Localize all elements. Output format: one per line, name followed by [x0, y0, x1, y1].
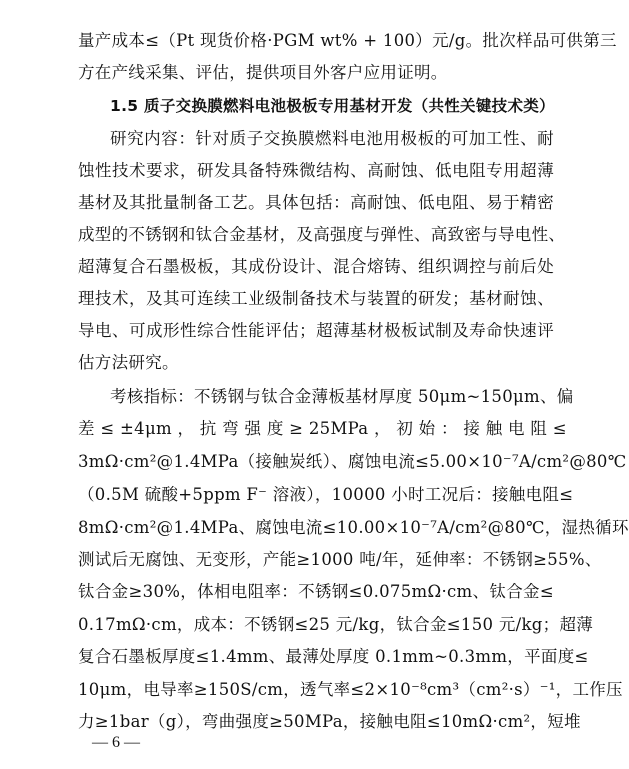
text-line: 超薄复合石墨极板，其成份设计、混合熔铸、组织调控与前后处: [78, 257, 554, 276]
text-line: （0.5M 硫酸+5ppm F⁻ 溶液），10000 小时工况后：接触电阻≤: [78, 485, 574, 504]
text-line: 8mΩ·cm²@1.4MPa、腐蚀电流≤10.00×10⁻⁷A/cm²@80℃，湿热循环: [78, 518, 629, 537]
text-line: 3mΩ·cm²@1.4MPa（接触炭纸）、腐蚀电流≤5.00×10⁻⁷A/cm²@80℃: [78, 452, 627, 471]
text-line: 复合石墨板厚度≤1.4mm、最薄处厚度 0.1mm~0.3mm，平面度≤: [78, 647, 589, 666]
text-line: 10μm，电导率≥150S/cm，透气率≤2×10⁻⁸cm³（cm²·s）⁻¹，工作压: [78, 680, 623, 699]
text-line: 力≥1bar（g），弯曲强度≥50MPa，接触电阻≤10mΩ·cm²，短堆: [78, 712, 581, 731]
section-heading: 1.5 质子交换膜燃料电池极板专用基材开发（共性关键技术类）: [110, 97, 555, 115]
text-line: 研究内容：针对质子交换膜燃料电池用极板的可加工性、耐: [110, 129, 554, 148]
text-line: 蚀性技术要求，研发具备特殊微结构、高耐蚀、低电阻专用超薄: [78, 161, 554, 180]
text-line: 量产成本≤（Pt 现货价格·PGM wt% + 100）元/g。批次样品可供第三: [78, 31, 617, 50]
text-line: 成型的不锈钢和钛合金基材，及高强度与弹性、高致密与导电性、: [78, 225, 566, 244]
page-number: — 6 —: [92, 734, 140, 751]
text-line: 钛合金≥30%，体相电阻率：不锈钢≤0.075mΩ·cm、钛合金≤: [78, 582, 554, 601]
text-line: 理技术，及其可连续工业级制备技术与装置的研发；基材耐蚀、: [78, 289, 554, 308]
text-line: 测试后无腐蚀、无变形，产能≥1000 吨/年，延伸率：不锈钢≥55%、: [78, 550, 602, 569]
text-line: 0.17mΩ·cm，成本：不锈钢≤25 元/kg，钛合金≤150 元/kg；超薄: [78, 615, 594, 634]
text-line: 考核指标：不锈钢与钛合金薄板基材厚度 50μm~150μm、偏: [110, 387, 574, 406]
text-line: 导电、可成形性综合性能评估；超薄基材极板试制及寿命快速评: [78, 321, 554, 340]
text-line: 估方法研究。: [78, 353, 179, 372]
text-line: 基材及其批量制备工艺。具体包括：高耐蚀、低电阻、易于精密: [78, 193, 554, 212]
text-line: 差 ≤ ±4μm ， 抗 弯 强 度 ≥ 25MPa ， 初 始 ： 接 触 电 阻 ≤: [78, 419, 567, 438]
text-line: 方在产线采集、评估，提供项目外客户应用证明。: [78, 63, 448, 82]
